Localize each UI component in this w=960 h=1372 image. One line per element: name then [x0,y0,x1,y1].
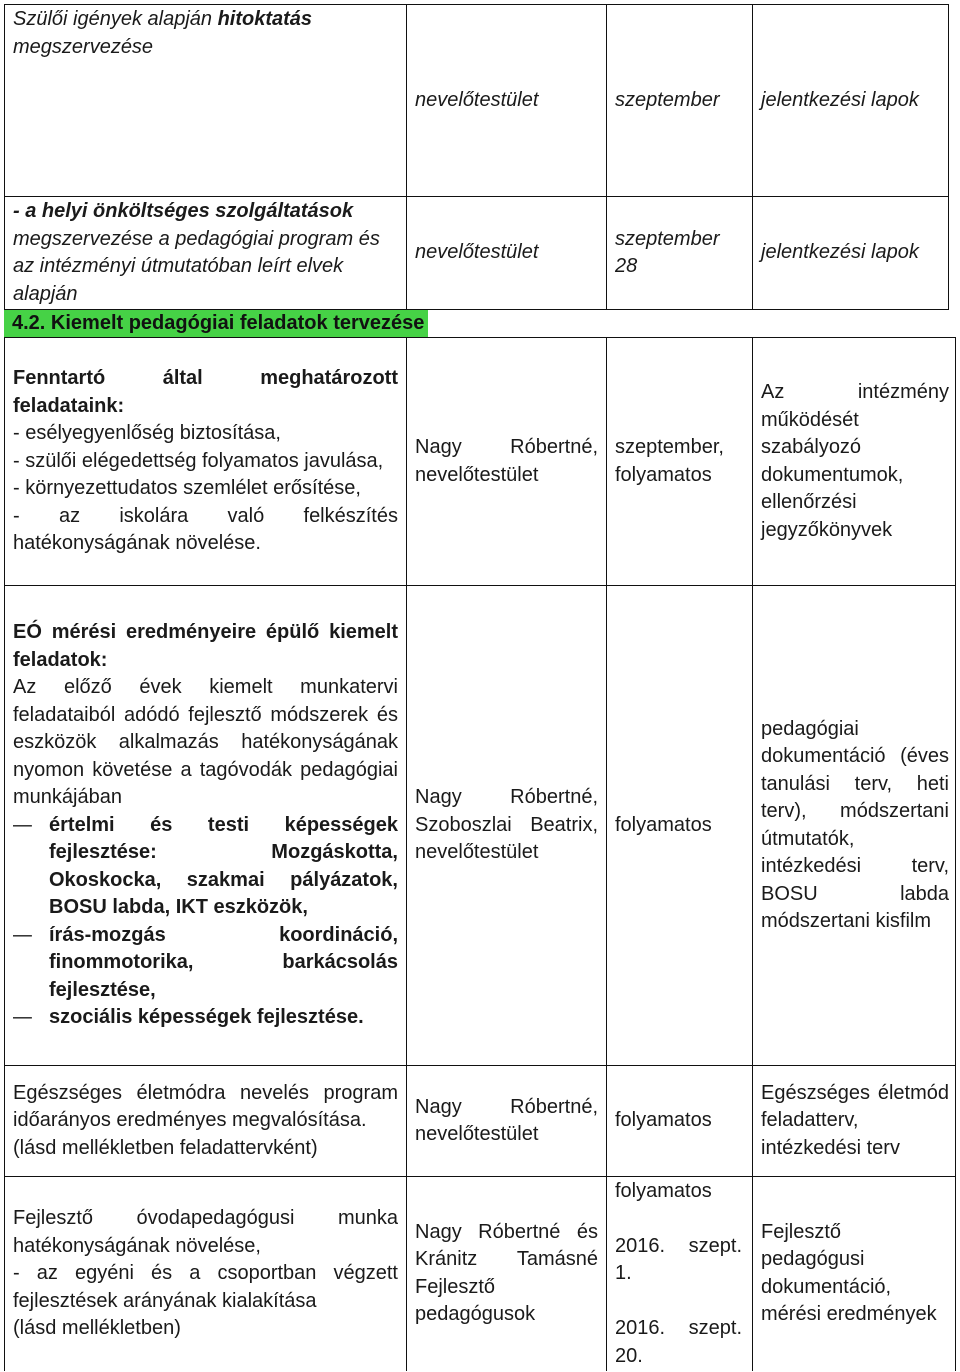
task-item: (lásd mellékletben feladattervként) [13,1136,318,1159]
deadline-text: folyamatos [615,1179,712,1202]
responsible-text: nevelőtestület [415,88,539,111]
deadline-cell [607,338,753,586]
task-text-bold: - a helyi önköltséges szolgáltatások [13,200,354,222]
deadline-text: 2016. szept. 20. [615,1317,742,1367]
bullet-text: szociális képességek fejlesztése. [49,1006,364,1029]
deadline-text: folyamatos [615,813,712,836]
table-row [5,586,956,1066]
documents-text: Egészséges életmód feladatterv, intézkedési terv [761,1081,949,1159]
deadline-cell [607,1066,753,1177]
documents-text: Fejlesztő pedagógusi dokumentáció, mérési eredmények [761,1220,937,1326]
deadline-cell [607,586,753,1066]
task-table-lower [4,337,956,1371]
documents-cell [753,586,956,1066]
task-cell [5,5,407,197]
responsible-cell [407,5,607,197]
task-item: - környezettudatos szemlélet erősítése, [13,477,361,500]
responsible-text: nevelőtestület [415,241,539,264]
deadline-text: folyamatos [615,1109,712,1132]
responsible-text: Nagy Róbertné, Szoboszlai Beatrix, nevelőtestület [415,786,598,864]
documents-cell [753,338,956,586]
bullet-item [13,812,398,922]
documents-text: jelentkezési lapok [761,241,919,264]
deadline-text: szeptember 28 [615,227,720,277]
table-row [5,5,949,197]
documents-cell [753,197,949,310]
task-text: Szülői igények alapján [13,8,218,30]
task-item: - az egyéni és a csoportban végzett fejlesztések arányának kialakítása [13,1262,398,1312]
task-text-bold: hitoktatás [217,8,313,30]
documents-text: jelentkezési lapok [761,88,919,111]
task-table-upper [4,4,949,310]
deadline-text: 2016. szept. 1. [615,1234,742,1284]
deadline-cell [607,197,753,310]
dash-bullet: – [13,923,32,946]
task-cell [5,586,407,1066]
table-row [5,197,949,310]
deadline-text: szeptember, folyamatos [615,436,724,486]
dash-bullet: – [13,813,32,836]
task-paragraph: Az előző évek kiemelt munkatervi feladataiból adódó fejlesztő módszerek és eszközök alkalmazás hatékonyságának nyomon követése a tagóvodák pedagógiai munkájában [13,676,398,809]
task-cell [5,338,407,586]
responsible-cell [407,1177,607,1371]
responsible-cell [407,197,607,310]
responsible-text: Nagy Róbertné, nevelőtestület [415,436,598,486]
task-title: EÓ mérési eredményeire épülő kiemelt feladatok: [13,621,398,671]
documents-cell [753,1066,956,1177]
dash-bullet: – [13,1006,32,1029]
bullet-item [13,922,398,1005]
table-row [5,1066,956,1177]
section-heading: 4.2. Kiemelt pedagógiai feladatok tervezése [4,310,428,337]
bullet-text: írás-mozgás koordináció, finommotorika, barkácsolás fejlesztése, [49,923,398,1001]
task-text: megszervezése [13,35,154,58]
documents-text: pedagógiai dokumentáció (éves tanulási terv, heti terv), módszertani útmutatók, intézkedési terv, BOSU labda módszertani kisfilm [761,717,949,932]
task-item: Egészséges életmódra nevelés program időarányos eredményes megvalósítása. [13,1081,398,1132]
documents-text: Az intézmény működését szabályozó dokumentumok, ellenőrzési jegyzőkönyvek [761,381,949,541]
task-item: - az iskolára való felkészítés hatékonyságának növelése. [13,504,398,555]
task-cell [5,197,407,310]
deadline-cell [607,5,753,197]
table-row [5,1177,956,1371]
responsible-text: Nagy Róbertné és Kránitz Tamásné Fejlesztő pedagógusok [415,1220,598,1326]
documents-cell [753,1177,956,1371]
responsible-cell [407,338,607,586]
task-item: (lásd mellékletben) [13,1317,181,1339]
task-cell [5,1177,407,1371]
responsible-cell [407,586,607,1066]
responsible-text: Nagy Róbertné, nevelőtestület [415,1095,598,1145]
task-item: - esélyegyenlőség biztosítása, [13,422,281,445]
deadline-text: szeptember [615,88,720,111]
task-cell [5,1066,407,1177]
table-row [5,338,956,586]
task-item: Fejlesztő óvodapedagógusi munka hatékonyságának növelése, [13,1207,398,1257]
documents-cell [753,5,949,197]
task-title: Fenntartó által meghatározott feladataink: [13,367,398,417]
deadline-cell [607,1177,753,1371]
responsible-cell [407,1066,607,1177]
bullet-item [13,1004,398,1032]
task-item: - szülői elégedettség folyamatos javulása, [13,449,384,472]
task-text: megszervezése a pedagógiai program és az intézményi útmutatóban leírt elvek alapján [13,227,380,305]
bullet-text: értelmi és testi képességek fejlesztése: Mozgáskotta, Okoskocka, szakmai pályázatok, BOSU labda, IKT eszközök, [49,813,398,919]
